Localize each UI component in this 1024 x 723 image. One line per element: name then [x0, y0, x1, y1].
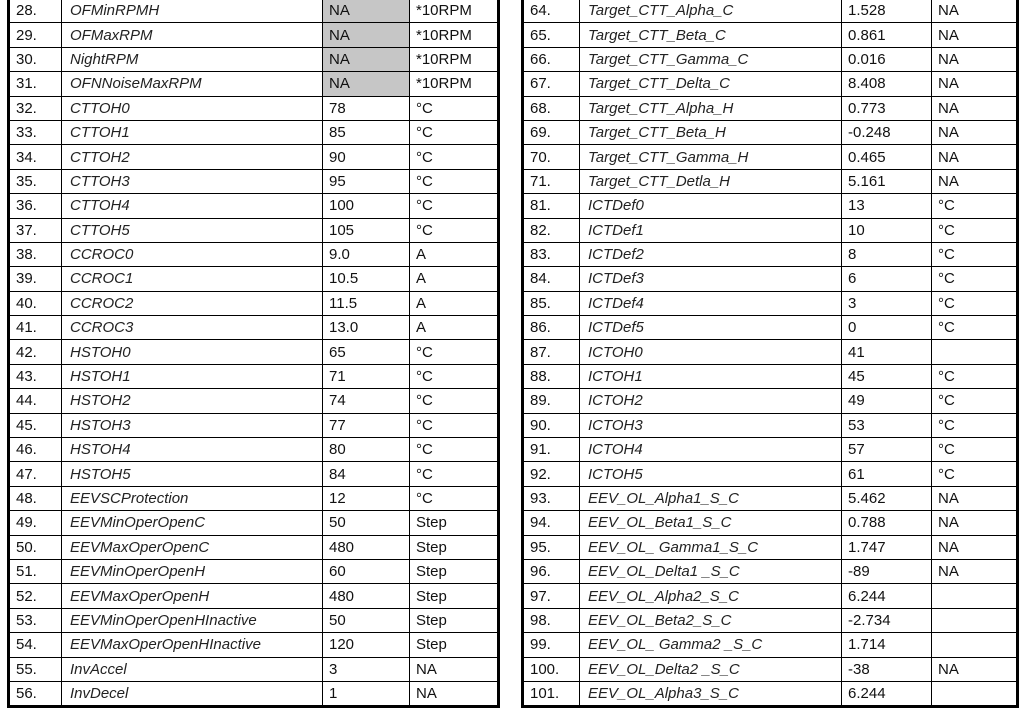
- parameter-value: 80: [323, 438, 410, 462]
- parameter-value: NA: [323, 23, 410, 47]
- parameter-unit: °C: [410, 413, 499, 437]
- parameter-unit: *10RPM: [410, 0, 499, 23]
- table-row: [523, 633, 1018, 657]
- row-number: 44.: [9, 389, 62, 413]
- parameter-name: ICTDef1: [580, 218, 842, 242]
- parameter-value: 1.528: [842, 0, 932, 23]
- parameter-name: InvDecel: [62, 681, 323, 706]
- parameter-value: 45: [842, 364, 932, 388]
- row-number: 53.: [9, 608, 62, 632]
- row-number: 66.: [523, 47, 580, 71]
- row-number: 42.: [9, 340, 62, 364]
- row-number: 30.: [9, 47, 62, 71]
- parameter-unit: °C: [932, 413, 1018, 437]
- parameter-value: 61: [842, 462, 932, 486]
- table-row: [9, 389, 499, 413]
- parameter-unit: °C: [410, 389, 499, 413]
- parameter-value: 10: [842, 218, 932, 242]
- table-row: [9, 340, 499, 364]
- row-number: 35.: [9, 169, 62, 193]
- table-row: [523, 120, 1018, 144]
- parameter-unit: °C: [932, 291, 1018, 315]
- parameter-value: 0: [842, 316, 932, 340]
- parameter-value: 77: [323, 413, 410, 437]
- table-row: [523, 364, 1018, 388]
- table-row: [523, 96, 1018, 120]
- parameter-name: ICTDef5: [580, 316, 842, 340]
- parameter-value: 60: [323, 559, 410, 583]
- row-number: 67.: [523, 72, 580, 96]
- row-number: 38.: [9, 242, 62, 266]
- table-row: [9, 218, 499, 242]
- parameter-name: HSTOH0: [62, 340, 323, 364]
- parameter-name: EEV_OL_Beta1_S_C: [580, 511, 842, 535]
- parameter-value: 10.5: [323, 267, 410, 291]
- table-row: [523, 0, 1018, 23]
- table-row: [9, 169, 499, 193]
- table-row: [523, 657, 1018, 681]
- parameter-name: HSTOH5: [62, 462, 323, 486]
- parameter-name: HSTOH2: [62, 389, 323, 413]
- parameter-unit: °C: [410, 120, 499, 144]
- parameter-name: Target_CTT_Gamma_C: [580, 47, 842, 71]
- parameter-name: CCROC2: [62, 291, 323, 315]
- table-row: [523, 535, 1018, 559]
- parameter-unit: NA: [932, 486, 1018, 510]
- table-row: [523, 340, 1018, 364]
- parameter-unit: NA: [932, 96, 1018, 120]
- parameter-name: ICTDef3: [580, 267, 842, 291]
- row-number: 68.: [523, 96, 580, 120]
- parameter-name: ICTOH4: [580, 438, 842, 462]
- parameter-name: ICTDef0: [580, 194, 842, 218]
- parameter-value: 0.465: [842, 145, 932, 169]
- row-number: 54.: [9, 633, 62, 657]
- table-row: [9, 584, 499, 608]
- row-number: 96.: [523, 559, 580, 583]
- row-number: 56.: [9, 681, 62, 706]
- parameter-unit: Step: [410, 608, 499, 632]
- parameter-value: 84: [323, 462, 410, 486]
- parameter-unit: Step: [410, 511, 499, 535]
- parameter-value: 0.788: [842, 511, 932, 535]
- parameter-value: 3: [842, 291, 932, 315]
- table-row: [523, 267, 1018, 291]
- row-number: 41.: [9, 316, 62, 340]
- parameter-value: 65: [323, 340, 410, 364]
- table-row: [523, 681, 1018, 706]
- parameter-unit: °C: [410, 438, 499, 462]
- row-number: 90.: [523, 413, 580, 437]
- parameter-name: NightRPM: [62, 47, 323, 71]
- parameter-value: 50: [323, 608, 410, 632]
- table-row: [9, 438, 499, 462]
- row-number: 32.: [9, 96, 62, 120]
- parameter-value: -0.248: [842, 120, 932, 144]
- table-row: [523, 194, 1018, 218]
- parameter-name: EEV_OL_Alpha3_S_C: [580, 681, 842, 706]
- parameter-name: Target_CTT_Delta_C: [580, 72, 842, 96]
- parameter-value: 85: [323, 120, 410, 144]
- parameter-unit: Step: [410, 633, 499, 657]
- table-row: [523, 438, 1018, 462]
- parameter-value: -89: [842, 559, 932, 583]
- parameter-value: 12: [323, 486, 410, 510]
- parameter-name: EEV_OL_Beta2_S_C: [580, 608, 842, 632]
- parameter-unit: NA: [410, 657, 499, 681]
- table-row: [9, 559, 499, 583]
- parameter-name: ICTOH5: [580, 462, 842, 486]
- parameter-name: Target_CTT_Gamma_H: [580, 145, 842, 169]
- parameter-unit: [932, 584, 1018, 608]
- parameter-value: 78: [323, 96, 410, 120]
- row-number: 91.: [523, 438, 580, 462]
- parameter-unit: °C: [410, 169, 499, 193]
- row-number: 84.: [523, 267, 580, 291]
- table-row: [9, 511, 499, 535]
- row-number: 70.: [523, 145, 580, 169]
- parameter-value: 6.244: [842, 681, 932, 706]
- parameter-name: OFMaxRPM: [62, 23, 323, 47]
- row-number: 36.: [9, 194, 62, 218]
- table-row: [9, 364, 499, 388]
- table-row: [523, 169, 1018, 193]
- row-number: 71.: [523, 169, 580, 193]
- parameter-name: EEVSCProtection: [62, 486, 323, 510]
- parameter-value: 11.5: [323, 291, 410, 315]
- parameter-name: HSTOH1: [62, 364, 323, 388]
- parameter-unit: °C: [932, 194, 1018, 218]
- parameter-value: 57: [842, 438, 932, 462]
- table-row: [9, 242, 499, 266]
- row-number: 29.: [9, 23, 62, 47]
- table-row: [523, 608, 1018, 632]
- parameter-unit: *10RPM: [410, 72, 499, 96]
- parameter-name: EEVMaxOperOpenHInactive: [62, 633, 323, 657]
- parameter-value: 95: [323, 169, 410, 193]
- parameter-value: 105: [323, 218, 410, 242]
- table-row: [523, 72, 1018, 96]
- parameter-name: CTTOH2: [62, 145, 323, 169]
- row-number: 92.: [523, 462, 580, 486]
- parameter-value: 9.0: [323, 242, 410, 266]
- parameter-value: -2.734: [842, 608, 932, 632]
- parameter-unit: °C: [932, 364, 1018, 388]
- parameter-value: 71: [323, 364, 410, 388]
- parameter-name: ICTOH3: [580, 413, 842, 437]
- row-number: 46.: [9, 438, 62, 462]
- parameter-name: EEVMinOperOpenHInactive: [62, 608, 323, 632]
- parameter-value: 8.408: [842, 72, 932, 96]
- table-row: [523, 413, 1018, 437]
- parameter-name: EEV_OL_Alpha1_S_C: [580, 486, 842, 510]
- parameter-unit: NA: [932, 145, 1018, 169]
- parameter-unit: NA: [410, 681, 499, 706]
- parameter-unit: NA: [932, 120, 1018, 144]
- parameter-value: -38: [842, 657, 932, 681]
- parameter-unit: NA: [932, 511, 1018, 535]
- table-row: [523, 389, 1018, 413]
- parameter-unit: °C: [410, 364, 499, 388]
- parameter-value: 5.161: [842, 169, 932, 193]
- parameter-unit: °C: [410, 145, 499, 169]
- parameter-unit: °C: [410, 218, 499, 242]
- parameter-value: 49: [842, 389, 932, 413]
- parameter-value: 100: [323, 194, 410, 218]
- parameter-value: 480: [323, 535, 410, 559]
- table-row: [9, 535, 499, 559]
- parameter-name: Target_CTT_Beta_C: [580, 23, 842, 47]
- table-row: [9, 72, 499, 96]
- parameter-value: NA: [323, 72, 410, 96]
- table-row: [9, 608, 499, 632]
- parameter-value: 0.016: [842, 47, 932, 71]
- parameter-unit: °C: [932, 218, 1018, 242]
- table-row: [9, 291, 499, 315]
- parameter-unit: °C: [410, 96, 499, 120]
- parameter-name: Target_CTT_Detla_H: [580, 169, 842, 193]
- parameter-value: NA: [323, 47, 410, 71]
- parameter-name: EEVMinOperOpenC: [62, 511, 323, 535]
- parameter-name: CTTOH0: [62, 96, 323, 120]
- row-number: 64.: [523, 0, 580, 23]
- parameter-name: Target_CTT_Alpha_H: [580, 96, 842, 120]
- table-row: [523, 559, 1018, 583]
- parameter-unit: °C: [410, 340, 499, 364]
- table-row: [9, 96, 499, 120]
- row-number: 43.: [9, 364, 62, 388]
- parameter-unit: °C: [932, 462, 1018, 486]
- parameter-value: 13: [842, 194, 932, 218]
- parameter-value: 120: [323, 633, 410, 657]
- parameter-value: 1: [323, 681, 410, 706]
- row-number: 87.: [523, 340, 580, 364]
- table-row: [9, 633, 499, 657]
- table-row: [523, 486, 1018, 510]
- parameter-unit: [932, 633, 1018, 657]
- parameter-table-right: [521, 0, 1019, 708]
- parameter-unit: [932, 681, 1018, 706]
- table-row: [523, 47, 1018, 71]
- parameter-unit: °C: [410, 462, 499, 486]
- parameter-unit: A: [410, 291, 499, 315]
- row-number: 49.: [9, 511, 62, 535]
- parameter-name: EEV_OL_Delta1 _S_C: [580, 559, 842, 583]
- parameter-name: Target_CTT_Beta_H: [580, 120, 842, 144]
- parameter-value: 0.773: [842, 96, 932, 120]
- parameter-name: CTTOH4: [62, 194, 323, 218]
- row-number: 93.: [523, 486, 580, 510]
- row-number: 34.: [9, 145, 62, 169]
- parameter-unit: °C: [932, 389, 1018, 413]
- row-number: 55.: [9, 657, 62, 681]
- table-row: [523, 462, 1018, 486]
- row-number: 31.: [9, 72, 62, 96]
- parameter-unit: Step: [410, 535, 499, 559]
- row-number: 45.: [9, 413, 62, 437]
- parameter-unit: *10RPM: [410, 47, 499, 71]
- parameter-unit: NA: [932, 23, 1018, 47]
- parameter-value: 13.0: [323, 316, 410, 340]
- row-number: 40.: [9, 291, 62, 315]
- parameter-value: 0.861: [842, 23, 932, 47]
- parameter-name: ICTDef4: [580, 291, 842, 315]
- parameter-name: ICTDef2: [580, 242, 842, 266]
- table-row: [9, 413, 499, 437]
- parameter-name: OFMinRPMH: [62, 0, 323, 23]
- parameter-name: HSTOH3: [62, 413, 323, 437]
- parameter-unit: [932, 340, 1018, 364]
- parameter-unit: °C: [932, 267, 1018, 291]
- row-number: 51.: [9, 559, 62, 583]
- parameter-value: 480: [323, 584, 410, 608]
- row-number: 50.: [9, 535, 62, 559]
- parameter-unit: Step: [410, 584, 499, 608]
- table-row: [9, 120, 499, 144]
- parameter-unit: NA: [932, 169, 1018, 193]
- table-row: [9, 47, 499, 71]
- parameter-unit: NA: [932, 657, 1018, 681]
- row-number: 98.: [523, 608, 580, 632]
- parameter-value: 3: [323, 657, 410, 681]
- row-number: 97.: [523, 584, 580, 608]
- row-number: 94.: [523, 511, 580, 535]
- table-row: [523, 316, 1018, 340]
- parameter-name: InvAccel: [62, 657, 323, 681]
- parameter-unit: °C: [932, 316, 1018, 340]
- parameter-name: EEV_OL_ Gamma2 _S_C: [580, 633, 842, 657]
- parameter-name: EEVMaxOperOpenC: [62, 535, 323, 559]
- parameter-unit: A: [410, 242, 499, 266]
- parameter-value: 90: [323, 145, 410, 169]
- row-number: 52.: [9, 584, 62, 608]
- parameter-unit: NA: [932, 0, 1018, 23]
- parameter-unit: NA: [932, 47, 1018, 71]
- row-number: 82.: [523, 218, 580, 242]
- row-number: 83.: [523, 242, 580, 266]
- row-number: 47.: [9, 462, 62, 486]
- parameter-unit: *10RPM: [410, 23, 499, 47]
- parameter-name: HSTOH4: [62, 438, 323, 462]
- parameter-value: NA: [323, 0, 410, 23]
- parameter-unit: NA: [932, 72, 1018, 96]
- table-row: [9, 23, 499, 47]
- row-number: 37.: [9, 218, 62, 242]
- parameter-value: 8: [842, 242, 932, 266]
- row-number: 81.: [523, 194, 580, 218]
- parameter-value: 41: [842, 340, 932, 364]
- parameter-value: 1.747: [842, 535, 932, 559]
- row-number: 86.: [523, 316, 580, 340]
- parameter-unit: °C: [932, 438, 1018, 462]
- row-number: 95.: [523, 535, 580, 559]
- parameter-name: CTTOH3: [62, 169, 323, 193]
- parameter-value: 53: [842, 413, 932, 437]
- table-row: [9, 0, 499, 23]
- parameter-unit: °C: [410, 194, 499, 218]
- parameter-name: EEVMinOperOpenH: [62, 559, 323, 583]
- parameter-name: CTTOH1: [62, 120, 323, 144]
- parameter-name: EEV_OL_ Gamma1_S_C: [580, 535, 842, 559]
- parameter-unit: A: [410, 316, 499, 340]
- parameter-name: CCROC0: [62, 242, 323, 266]
- table-row: [9, 194, 499, 218]
- parameter-unit: NA: [932, 535, 1018, 559]
- parameter-unit: A: [410, 267, 499, 291]
- parameter-value: 1.714: [842, 633, 932, 657]
- table-row: [9, 486, 499, 510]
- table-row: [9, 462, 499, 486]
- parameter-name: OFNNoiseMaxRPM: [62, 72, 323, 96]
- parameter-value: 50: [323, 511, 410, 535]
- row-number: 39.: [9, 267, 62, 291]
- parameter-value: 6.244: [842, 584, 932, 608]
- parameter-name: CCROC3: [62, 316, 323, 340]
- parameter-value: 74: [323, 389, 410, 413]
- row-number: 99.: [523, 633, 580, 657]
- parameter-name: EEVMaxOperOpenH: [62, 584, 323, 608]
- table-row: [9, 316, 499, 340]
- table-row: [9, 267, 499, 291]
- table-row: [523, 145, 1018, 169]
- row-number: 88.: [523, 364, 580, 388]
- parameter-name: ICTOH0: [580, 340, 842, 364]
- parameter-unit: Step: [410, 559, 499, 583]
- parameter-unit: [932, 608, 1018, 632]
- table-row: [9, 681, 499, 706]
- table-row: [523, 23, 1018, 47]
- parameter-name: EEV_OL_Delta2 _S_C: [580, 657, 842, 681]
- table-row: [523, 218, 1018, 242]
- parameter-name: Target_CTT_Alpha_C: [580, 0, 842, 23]
- table-row: [523, 291, 1018, 315]
- parameter-name: CTTOH5: [62, 218, 323, 242]
- row-number: 65.: [523, 23, 580, 47]
- row-number: 69.: [523, 120, 580, 144]
- parameter-unit: °C: [410, 486, 499, 510]
- parameter-name: ICTOH1: [580, 364, 842, 388]
- parameter-name: CCROC1: [62, 267, 323, 291]
- parameter-table-left: [7, 0, 500, 708]
- parameter-value: 6: [842, 267, 932, 291]
- row-number: 28.: [9, 0, 62, 23]
- row-number: 48.: [9, 486, 62, 510]
- row-number: 85.: [523, 291, 580, 315]
- row-number: 33.: [9, 120, 62, 144]
- parameter-name: EEV_OL_Alpha2_S_C: [580, 584, 842, 608]
- parameter-value: 5.462: [842, 486, 932, 510]
- table-row: [523, 584, 1018, 608]
- parameter-unit: °C: [932, 242, 1018, 266]
- row-number: 100.: [523, 657, 580, 681]
- row-number: 101.: [523, 681, 580, 706]
- parameter-unit: NA: [932, 559, 1018, 583]
- parameter-name: ICTOH2: [580, 389, 842, 413]
- table-row: [9, 145, 499, 169]
- row-number: 89.: [523, 389, 580, 413]
- table-row: [523, 242, 1018, 266]
- table-row: [523, 511, 1018, 535]
- table-row: [9, 657, 499, 681]
